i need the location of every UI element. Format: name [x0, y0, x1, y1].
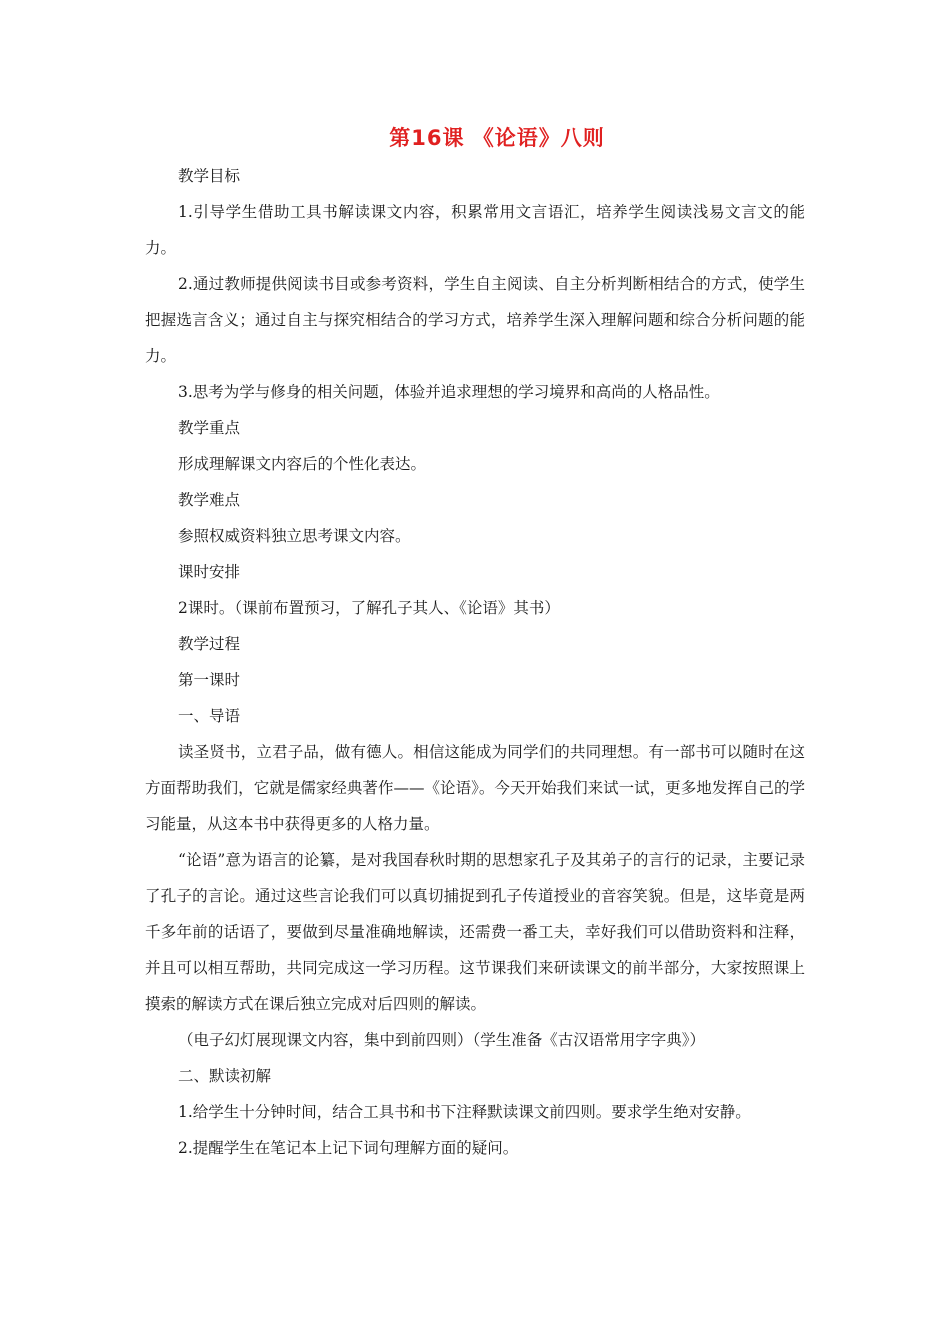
- document-body: [145, 158, 805, 1166]
- section-heading: 教学重点: [178, 419, 241, 437]
- paragraph: 2.通过教师提供阅读书目或参考资料，学生自主阅读、自主分析判断相结合的方式，使学生把握选言含义；通过自主与探究相结合的学习方式，培养学生深入理解问题和综合分析问题的能力。: [145, 275, 805, 365]
- section-heading: 课时安排: [178, 563, 241, 581]
- paragraph: 1.引导学生借助工具书解读课文内容，积累常用文言语汇，培养学生阅读浅易文言文的能力。: [145, 203, 805, 257]
- section-heading: 第一课时: [178, 671, 241, 689]
- paragraph: 形成理解课文内容后的个性化表达。: [178, 455, 427, 473]
- paragraph: “论语”意为语言的论纂，是对我国春秋时期的思想家孔子及其弟子的言行的记录，主要记录了孔子的言论。通过这些言论我们可以真切捕捉到孔子传道授业的音容笑貌。但是，这毕竟是两千多年前的话语了，要做到尽量准确地解读，还需费一番工夫，幸好我们可以借助资料和注释，并且可以相互帮助，共同完成这一学习历程。这节课我们来研读课文的前半部分，大家按照课上摸索的解读方式在课后独立完成对后四则的解读。: [145, 851, 805, 1013]
- paragraph: 1.给学生十分钟时间，结合工具书和书下注释默读课文前四则。要求学生绝对安静。: [178, 1103, 751, 1121]
- paragraph: 参照权威资料独立思考课文内容。: [178, 527, 411, 545]
- paragraph: 2.提醒学生在笔记本上记下词句理解方面的疑问。: [178, 1139, 519, 1157]
- page-title: 第16课 《论语》八则: [389, 126, 605, 150]
- paragraph: （电子幻灯展现课文内容，集中到前四则）（学生准备《古汉语常用字字典》）: [178, 1031, 706, 1049]
- paragraph: 2课时。（课前布置预习，了解孔子其人、《论语》其书）: [178, 599, 560, 617]
- paragraph: 3.思考为学与修身的相关问题，体验并追求理想的学习境界和高尚的人格品性。: [178, 383, 720, 401]
- section-heading: 二、默读初解: [178, 1067, 272, 1085]
- section-heading: 一、导语: [178, 707, 241, 725]
- section-heading: 教学目标: [178, 167, 241, 185]
- paragraph: 读圣贤书，立君子品，做有德人。相信这能成为同学们的共同理想。有一部书可以随时在这方面帮助我们，它就是儒家经典著作——《论语》。今天开始我们来试一试，更多地发挥自己的学习能量，从这本书中获得更多的人格力量。: [145, 743, 805, 833]
- section-heading: 教学过程: [178, 635, 241, 653]
- section-heading: 教学难点: [178, 491, 241, 509]
